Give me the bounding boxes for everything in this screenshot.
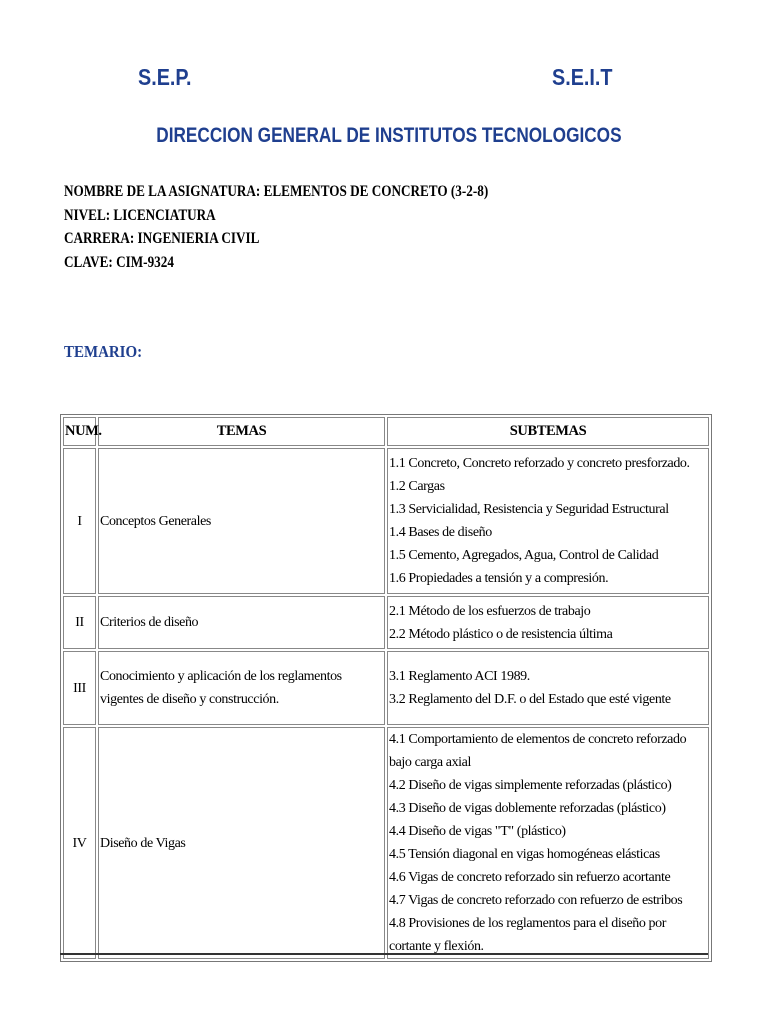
subtema-item: 1.2 Cargas (389, 479, 445, 494)
subtema-item: 4.2 Diseño de vigas simplemente reforzadas (plástico) (389, 778, 672, 793)
table-header-row (63, 417, 709, 446)
row-subtemas (387, 596, 709, 649)
row-num: III (63, 651, 96, 725)
row-tema: Diseño de Vigas (98, 727, 385, 959)
subtema-item: 2.2 Método plástico o de resistencia última (389, 626, 613, 642)
row-subtemas (387, 448, 709, 594)
subtema-item: 4.6 Vigas de concreto reforzado sin refuerzo acortante (389, 870, 671, 885)
subtema-item: 1.6 Propiedades a tensión y a compresión. (389, 571, 609, 586)
course-career: CARRERA: INGENIERIA CIVIL (64, 230, 260, 247)
row-tema: Criterios de diseño (98, 596, 385, 649)
syllabus-table (60, 414, 712, 962)
header-subtemas: SUBTEMAS (387, 417, 709, 446)
subtema-item: 4.7 Vigas de concreto reforzado con refuerzo de estribos (389, 893, 683, 908)
table-body (63, 448, 709, 959)
subtema-item: 3.2 Reglamento del D.F. o del Estado que esté vigente (389, 692, 671, 707)
subtema-item: 4.8 Provisiones de los reglamentos para el diseño por cortante y flexión. (389, 916, 667, 954)
table-row (63, 448, 709, 594)
bottom-rule (60, 953, 708, 955)
subtema-item: 1.3 Servicialidad, Resistencia y Seguridad Estructural (389, 502, 669, 517)
row-num: II (63, 596, 96, 649)
header-sep: S.E.P. (138, 64, 192, 90)
course-info (64, 180, 488, 274)
header-temas: TEMAS (98, 417, 385, 446)
subtema-item: 4.5 Tensión diagonal en vigas homogéneas elásticas (389, 847, 660, 862)
subtema-item: 1.4 Bases de diseño (389, 525, 492, 540)
table-row (63, 651, 709, 725)
subtema-item: 4.4 Diseño de vigas "T" (plástico) (389, 824, 566, 839)
temario-heading: TEMARIO: (64, 342, 143, 361)
table-row (63, 596, 709, 649)
table-row (63, 727, 709, 959)
header-num: NUM. (63, 417, 96, 446)
course-level: NIVEL: LICENCIATURA (64, 206, 216, 224)
row-num: IV (63, 727, 96, 959)
page-title: DIRECCION GENERAL DE INSTITUTOS TECNOLOGICOS (156, 124, 622, 147)
row-subtemas (387, 727, 709, 959)
syllabus-table-wrap (60, 414, 708, 962)
subtema-item: 2.1 Método de los esfuerzos de trabajo (389, 603, 591, 619)
subtema-item: 1.5 Cemento, Agregados, Agua, Control de Calidad (389, 548, 659, 563)
subtema-item: 3.1 Reglamento ACI 1989. (389, 669, 530, 684)
row-num: I (63, 448, 96, 594)
course-code: CLAVE: CIM-9324 (64, 253, 174, 271)
row-subtemas (387, 651, 709, 725)
header-seit: S.E.I.T (552, 64, 613, 90)
subtema-item: 1.1 Concreto, Concreto reforzado y concreto presforzado. (389, 456, 690, 471)
row-tema: Conceptos Generales (98, 448, 385, 594)
subtema-item: 4.1 Comportamiento de elementos de concreto reforzado bajo carga axial (389, 732, 687, 770)
row-tema: Conocimiento y aplicación de los reglamentos vigentes de diseño y construcción. (98, 651, 385, 725)
subtema-item: 4.3 Diseño de vigas doblemente reforzadas (plástico) (389, 801, 666, 816)
course-name: NOMBRE DE LA ASIGNATURA: ELEMENTOS DE CONCRETO (3-2-8) (64, 183, 489, 200)
